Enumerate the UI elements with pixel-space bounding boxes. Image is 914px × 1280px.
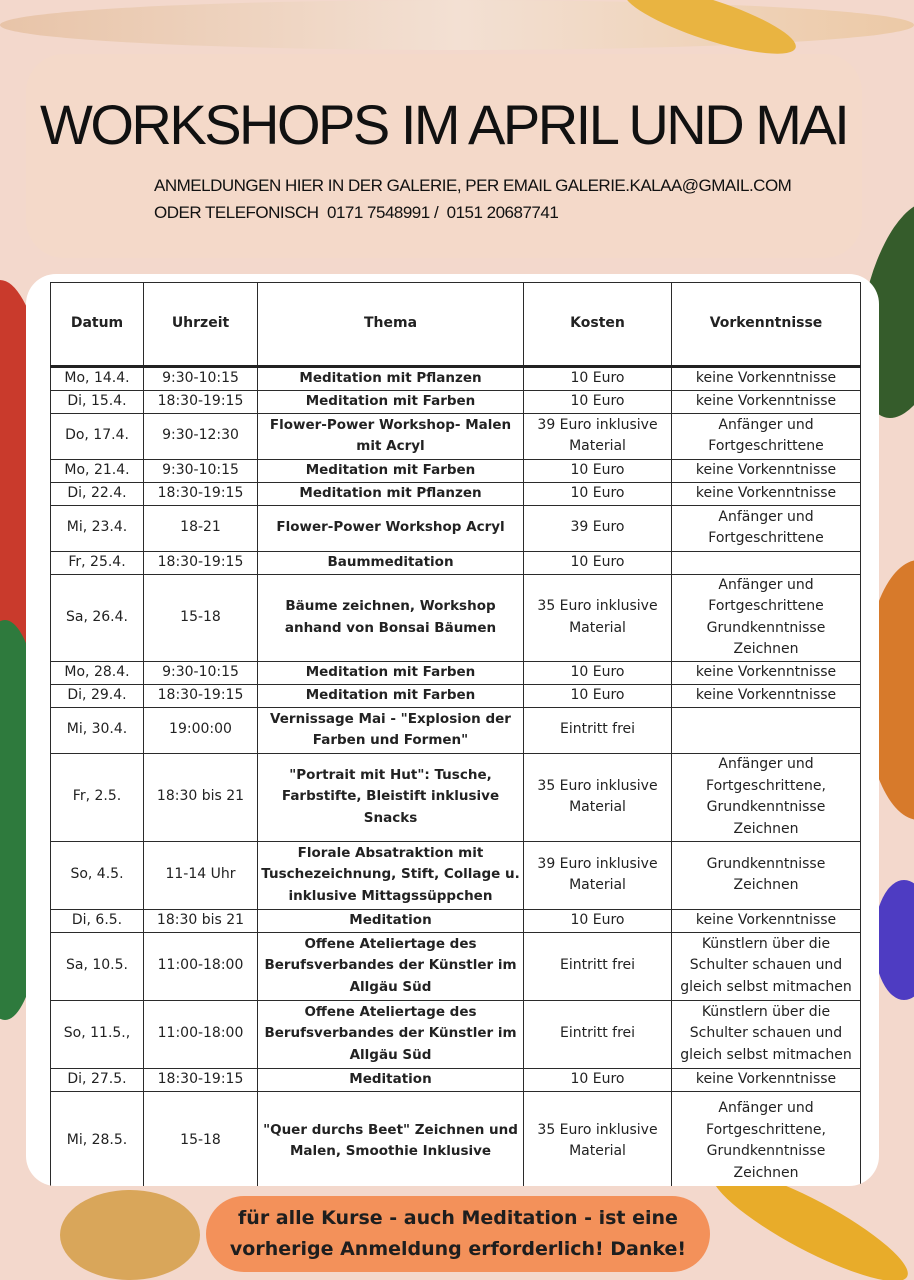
cell-vorkenntnisse: Anfänger und Fortgeschrittene Grundkenntnisse Zeichnen (672, 574, 861, 661)
cell-datum: Mo, 28.4. (51, 661, 144, 684)
column-header-vorkenntnisse: Vorkenntnisse (672, 283, 861, 367)
cell-thema: Meditation mit Farben (258, 390, 524, 413)
column-header-kosten: Kosten (524, 283, 672, 367)
cell-vorkenntnisse: keine Vorkenntnisse (672, 482, 861, 505)
cell-kosten: 39 Euro inklusive Material (524, 413, 672, 459)
cell-thema: Flower-Power Workshop Acryl (258, 505, 524, 551)
table-row (51, 551, 861, 574)
brush-decoration (60, 1190, 200, 1280)
column-header-uhrzeit: Uhrzeit (144, 283, 258, 367)
cell-datum: Fr, 2.5. (51, 753, 144, 841)
cell-kosten: 10 Euro (524, 367, 672, 391)
cell-kosten: 39 Euro (524, 505, 672, 551)
cell-kosten: 35 Euro inklusive Material (524, 753, 672, 841)
cell-kosten: 10 Euro (524, 909, 672, 932)
cell-thema: Meditation (258, 909, 524, 932)
table-row (51, 753, 861, 841)
cell-uhrzeit: 9:30-10:15 (144, 367, 258, 391)
cell-datum: Di, 22.4. (51, 482, 144, 505)
table-header-row (51, 283, 861, 367)
table-row (51, 390, 861, 413)
cell-thema: Meditation mit Farben (258, 684, 524, 707)
registration-notice (206, 1196, 710, 1272)
cell-datum: Mi, 30.4. (51, 707, 144, 753)
purple-paint-decoration (874, 880, 914, 1000)
cell-kosten: 35 Euro inklusive Material (524, 1091, 672, 1186)
cell-thema: Offene Ateliertage des Berufsverbandes der Künstler im Allgäu Süd (258, 1000, 524, 1068)
cell-vorkenntnisse (672, 551, 861, 574)
cell-kosten: 10 Euro (524, 1068, 672, 1091)
cell-kosten: 39 Euro inklusive Material (524, 841, 672, 909)
cell-datum: Sa, 26.4. (51, 574, 144, 661)
cell-thema: Baummeditation (258, 551, 524, 574)
cell-kosten: 10 Euro (524, 482, 672, 505)
cell-thema: Flower-Power Workshop- Malen mit Acryl (258, 413, 524, 459)
cell-vorkenntnisse: Anfänger und Fortgeschrittene (672, 413, 861, 459)
table-row (51, 459, 861, 482)
table-row (51, 413, 861, 459)
table-row (51, 684, 861, 707)
cell-thema: Meditation mit Farben (258, 661, 524, 684)
cell-datum: Di, 29.4. (51, 684, 144, 707)
cell-vorkenntnisse: Künstlern über die Schulter schauen und gleich selbst mitmachen (672, 932, 861, 1000)
cell-thema: "Portrait mit Hut": Tusche, Farbstifte, Bleistift inklusive Snacks (258, 753, 524, 841)
cell-vorkenntnisse: keine Vorkenntnisse (672, 1068, 861, 1091)
cell-kosten: 35 Euro inklusive Material (524, 574, 672, 661)
cell-thema: Offene Ateliertage des Berufsverbandes der Künstler im Allgäu Süd (258, 932, 524, 1000)
cell-uhrzeit: 18:30 bis 21 (144, 753, 258, 841)
cell-datum: Mo, 21.4. (51, 459, 144, 482)
registration-notice-text (230, 1203, 686, 1265)
cell-uhrzeit: 19:00:00 (144, 707, 258, 753)
cell-thema: Meditation mit Pflanzen (258, 367, 524, 391)
cell-kosten: 10 Euro (524, 459, 672, 482)
table-row (51, 707, 861, 753)
table-row (51, 932, 861, 1000)
table-row (51, 1068, 861, 1091)
column-header-thema: Thema (258, 283, 524, 367)
cell-uhrzeit: 15-18 (144, 574, 258, 661)
cell-uhrzeit: 18:30-19:15 (144, 390, 258, 413)
cell-kosten: Eintritt frei (524, 932, 672, 1000)
cell-thema: Florale Absatraktion mit Tuschezeichnung, Stift, Collage u. inklusive Mittagssüppchen (258, 841, 524, 909)
cell-uhrzeit: 18:30 bis 21 (144, 909, 258, 932)
cell-datum: Mi, 28.5. (51, 1091, 144, 1186)
cell-uhrzeit: 18:30-19:15 (144, 1068, 258, 1091)
cell-thema: Vernissage Mai - "Explosion der Farben und Formen" (258, 707, 524, 753)
table-row (51, 841, 861, 909)
table-body (51, 367, 861, 1187)
cell-uhrzeit: 11:00-18:00 (144, 1000, 258, 1068)
cell-vorkenntnisse: keine Vorkenntnisse (672, 661, 861, 684)
cell-vorkenntnisse: keine Vorkenntnisse (672, 459, 861, 482)
cell-datum: Sa, 10.5. (51, 932, 144, 1000)
cell-datum: So, 11.5., (51, 1000, 144, 1068)
cell-uhrzeit: 9:30-10:15 (144, 459, 258, 482)
page-title: WORKSHOPS IM APRIL UND MAI (40, 93, 848, 156)
header-card (26, 54, 862, 258)
table-row (51, 1091, 861, 1186)
schedule-card (26, 274, 879, 1186)
table-row (51, 505, 861, 551)
cell-uhrzeit: 11-14 Uhr (144, 841, 258, 909)
cell-uhrzeit: 9:30-10:15 (144, 661, 258, 684)
table-row (51, 909, 861, 932)
table-row (51, 574, 861, 661)
cell-kosten: 10 Euro (524, 684, 672, 707)
cell-datum: Fr, 25.4. (51, 551, 144, 574)
cell-thema: Meditation mit Farben (258, 459, 524, 482)
cell-vorkenntnisse: Grundkenntnisse Zeichnen (672, 841, 861, 909)
cell-vorkenntnisse: Anfänger und Fortgeschrittene (672, 505, 861, 551)
registration-info-line: ANMELDUNGEN HIER IN DER GALERIE, PER EMAIL GALERIE.KALAA@GMAIL.COM (154, 176, 792, 195)
cell-thema: "Quer durchs Beet" Zeichnen und Malen, Smoothie Inklusive (258, 1091, 524, 1186)
workshop-schedule-table (50, 282, 861, 1186)
cell-datum: So, 4.5. (51, 841, 144, 909)
cell-datum: Do, 17.4. (51, 413, 144, 459)
cell-thema: Bäume zeichnen, Workshop anhand von Bonsai Bäumen (258, 574, 524, 661)
cell-vorkenntnisse: Künstlern über die Schulter schauen und gleich selbst mitmachen (672, 1000, 861, 1068)
cell-datum: Di, 6.5. (51, 909, 144, 932)
cell-vorkenntnisse: keine Vorkenntnisse (672, 367, 861, 391)
table-row (51, 482, 861, 505)
cell-datum: Di, 15.4. (51, 390, 144, 413)
cell-kosten: Eintritt frei (524, 707, 672, 753)
cell-vorkenntnisse: keine Vorkenntnisse (672, 390, 861, 413)
registration-info-line: ODER TELEFONISCH 0171 7548991 / 0151 20687741 (154, 203, 559, 222)
cell-datum: Mi, 23.4. (51, 505, 144, 551)
cell-uhrzeit: 9:30-12:30 (144, 413, 258, 459)
cell-kosten: 10 Euro (524, 551, 672, 574)
cell-kosten: 10 Euro (524, 390, 672, 413)
cell-vorkenntnisse: Anfänger und Fortgeschrittene, Grundkenntnisse Zeichnen (672, 753, 861, 841)
cell-datum: Mo, 14.4. (51, 367, 144, 391)
cell-datum: Di, 27.5. (51, 1068, 144, 1091)
cell-uhrzeit: 18-21 (144, 505, 258, 551)
cell-kosten: Eintritt frei (524, 1000, 672, 1068)
cell-kosten: 10 Euro (524, 661, 672, 684)
cell-uhrzeit: 11:00-18:00 (144, 932, 258, 1000)
cell-vorkenntnisse: Anfänger und Fortgeschrittene, Grundkenntnisse Zeichnen (672, 1091, 861, 1186)
registration-notice-line: für alle Kurse - auch Meditation - ist eine (238, 1207, 678, 1229)
registration-notice-line: vorherige Anmeldung erforderlich! Danke! (229, 1238, 687, 1260)
cell-thema: Meditation (258, 1068, 524, 1091)
cell-vorkenntnisse: keine Vorkenntnisse (672, 909, 861, 932)
cell-uhrzeit: 18:30-19:15 (144, 482, 258, 505)
table-row (51, 1000, 861, 1068)
cell-thema: Meditation mit Pflanzen (258, 482, 524, 505)
table-row (51, 661, 861, 684)
cell-uhrzeit: 15-18 (144, 1091, 258, 1186)
registration-info (154, 172, 791, 226)
cell-vorkenntnisse: keine Vorkenntnisse (672, 684, 861, 707)
cell-uhrzeit: 18:30-19:15 (144, 684, 258, 707)
column-header-datum: Datum (51, 283, 144, 367)
cell-vorkenntnisse (672, 707, 861, 753)
table-row (51, 367, 861, 391)
cell-uhrzeit: 18:30-19:15 (144, 551, 258, 574)
